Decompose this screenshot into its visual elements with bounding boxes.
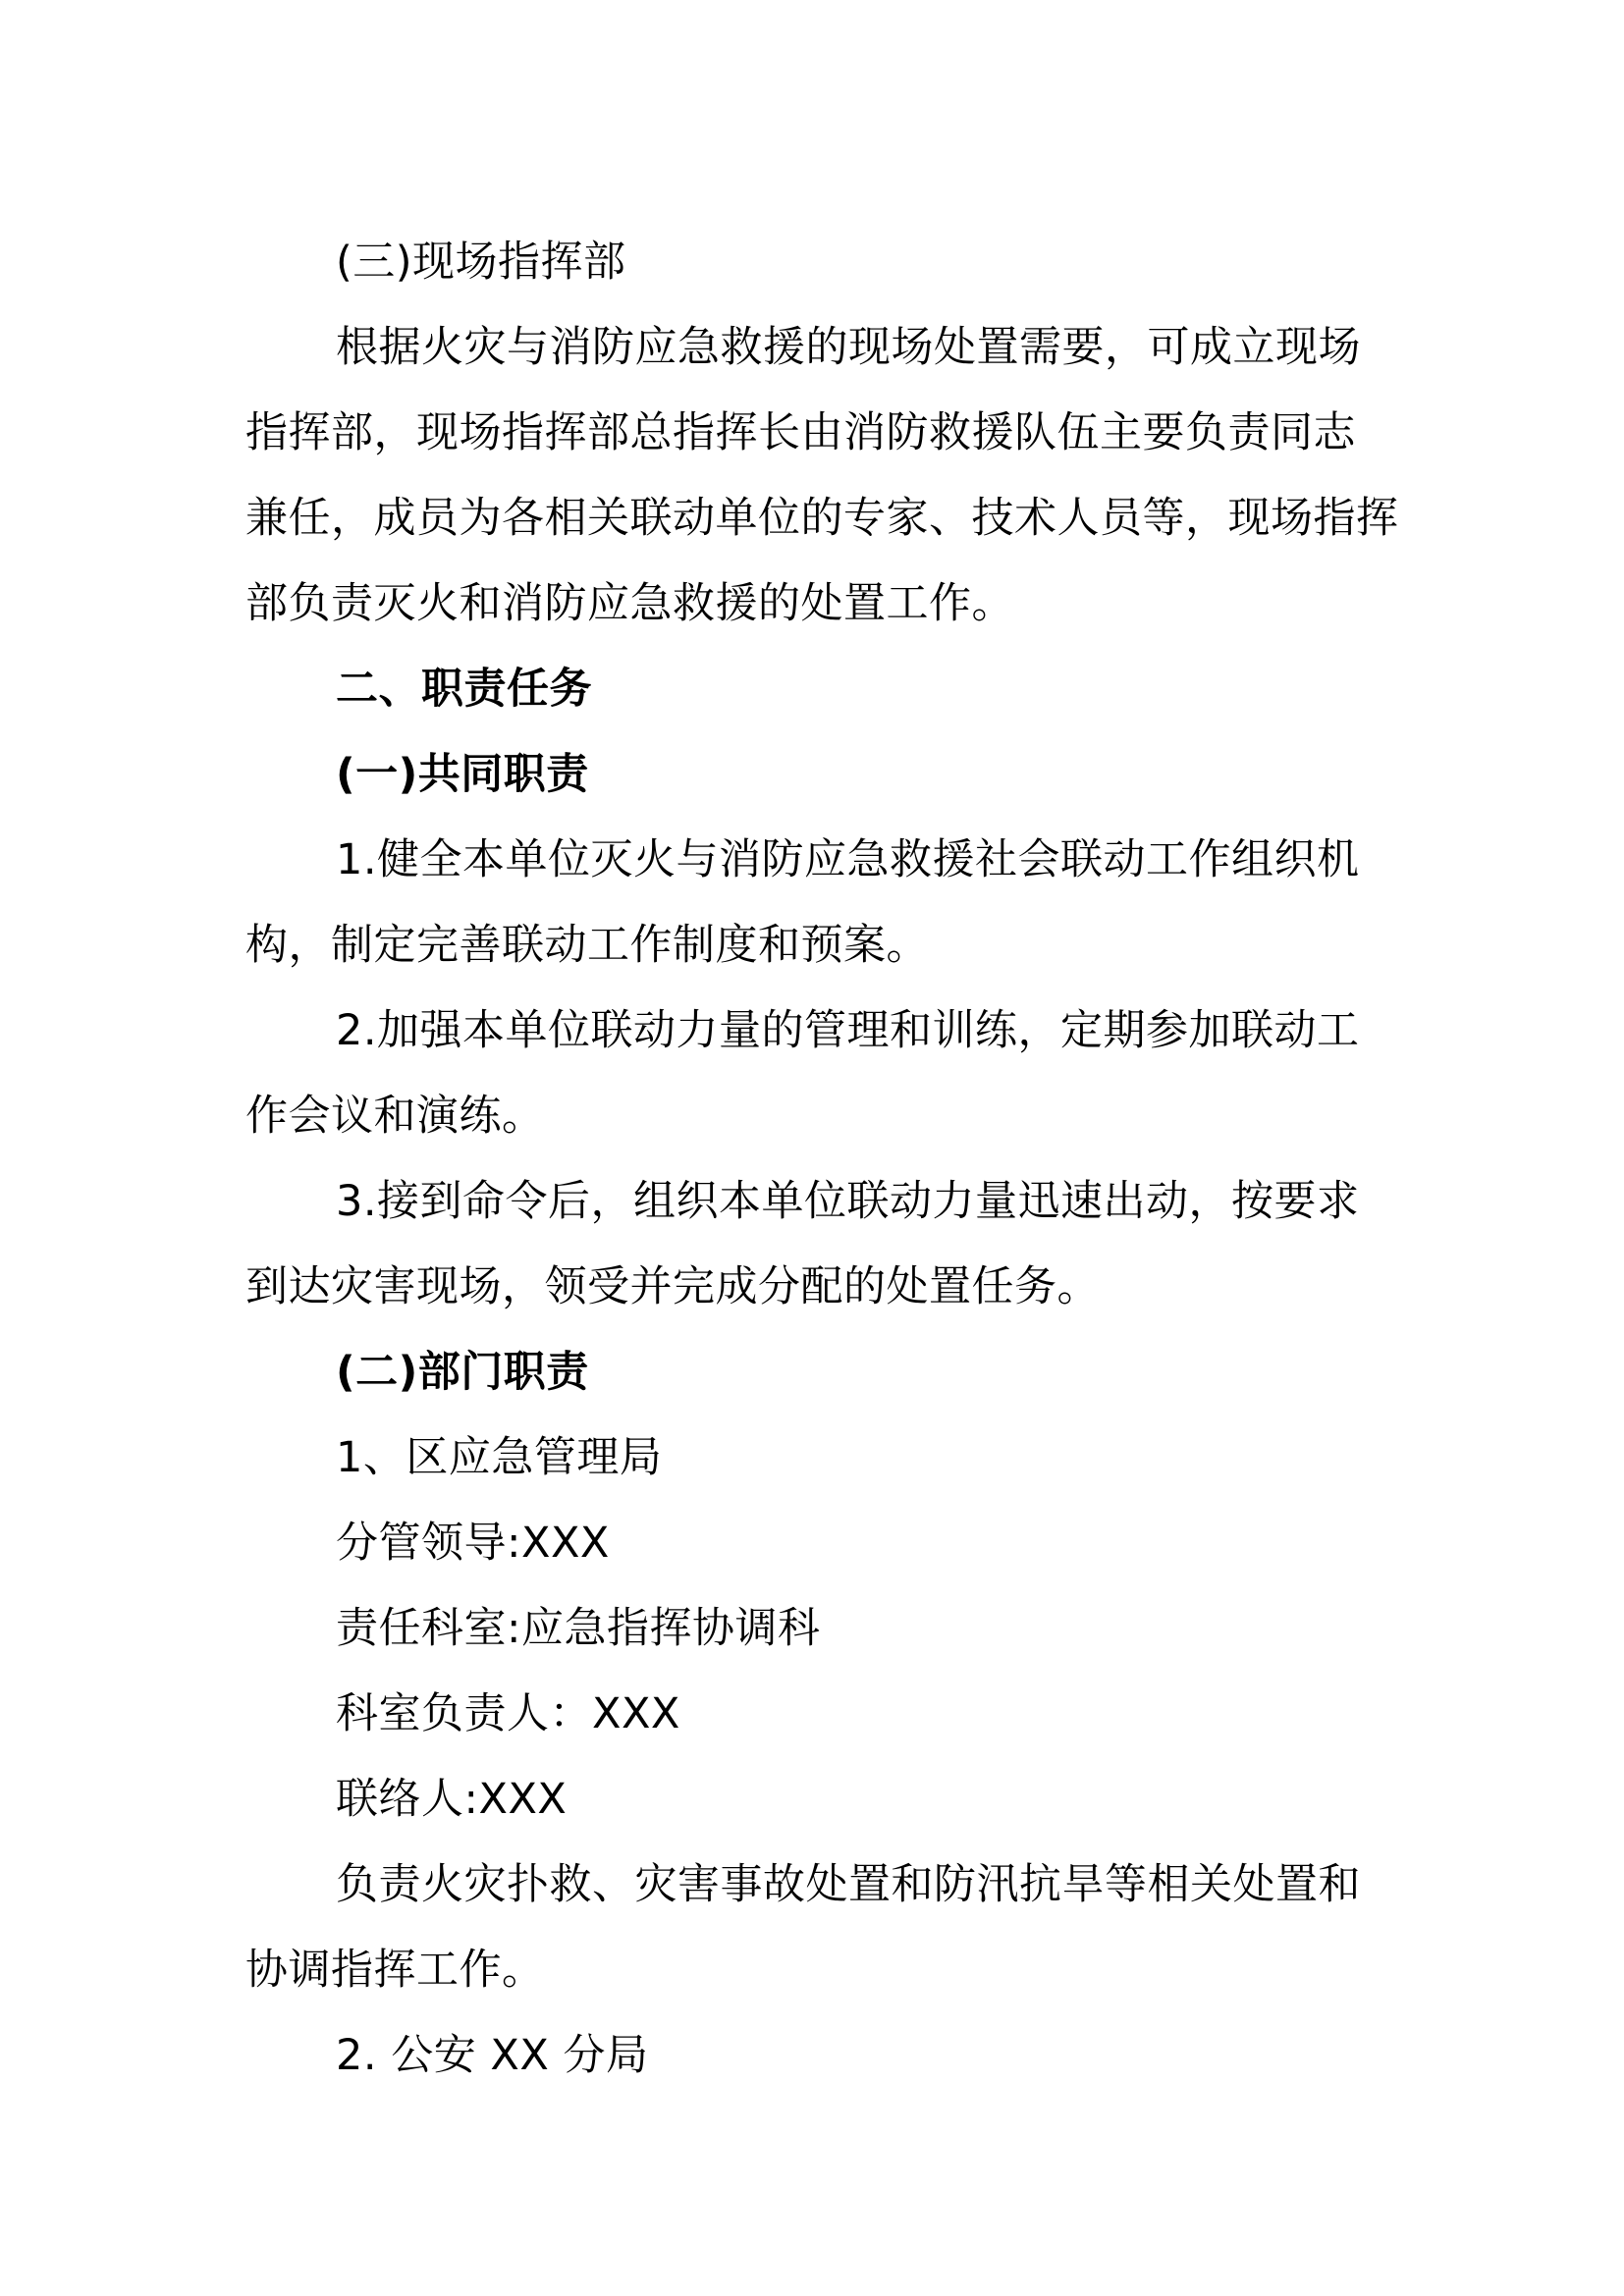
- section-heading-duties: 二、职责任务: [336, 665, 592, 714]
- department-office-head: 科室负责人：XXX: [336, 1689, 680, 1738]
- document-body: [245, 220, 1399, 2099]
- list-item-line: 1.健全本单位灭火与消防应急救援社会联动工作组织机: [336, 835, 1360, 884]
- paragraph-line: 兼任，成员为各相关联动单位的专家、技术人员等，现场指挥: [245, 494, 1399, 543]
- list-item-line: 3.接到命令后，组织本单位联动力量迅速出动，按要求: [336, 1177, 1360, 1226]
- subsection-heading-department-duties: (二)部门职责: [336, 1348, 589, 1397]
- department-leader: 分管领导:XXX: [336, 1519, 610, 1568]
- list-item-line: 到达灾害现场，领受并完成分配的处置任务。: [245, 1262, 1100, 1311]
- paragraph-line: 指挥部，现场指挥部总指挥长由消防救援队伍主要负责同志: [245, 408, 1356, 457]
- list-item-line: 作会议和演练。: [245, 1092, 545, 1141]
- department-contact: 联络人:XXX: [336, 1775, 568, 1824]
- list-item-line: 2.加强本单位联动力量的管理和训练，定期参加联动工: [336, 1006, 1360, 1055]
- paragraph-line: 部负责灭火和消防应急救援的处置工作。: [245, 579, 1014, 628]
- department-duty-line: 协调指挥工作。: [245, 1946, 545, 1995]
- department-title: 2. 公安 XX 分局: [336, 2031, 649, 2080]
- list-item-line: 构，制定完善联动工作制度和预案。: [245, 921, 929, 970]
- department-title: 1、区应急管理局: [336, 1433, 663, 1482]
- subsection-heading-common-duties: (一)共同职责: [336, 750, 589, 799]
- department-duty-line: 负责火灾扑救、灾害事故处置和防汛抗旱等相关处置和: [336, 1860, 1361, 1909]
- section-heading-field-command: (三)现场指挥部: [336, 238, 626, 287]
- paragraph-line: 根据火灾与消防应急救援的现场处置需要，可成立现场: [336, 323, 1361, 372]
- department-office: 责任科室:应急指挥协调科: [336, 1604, 821, 1653]
